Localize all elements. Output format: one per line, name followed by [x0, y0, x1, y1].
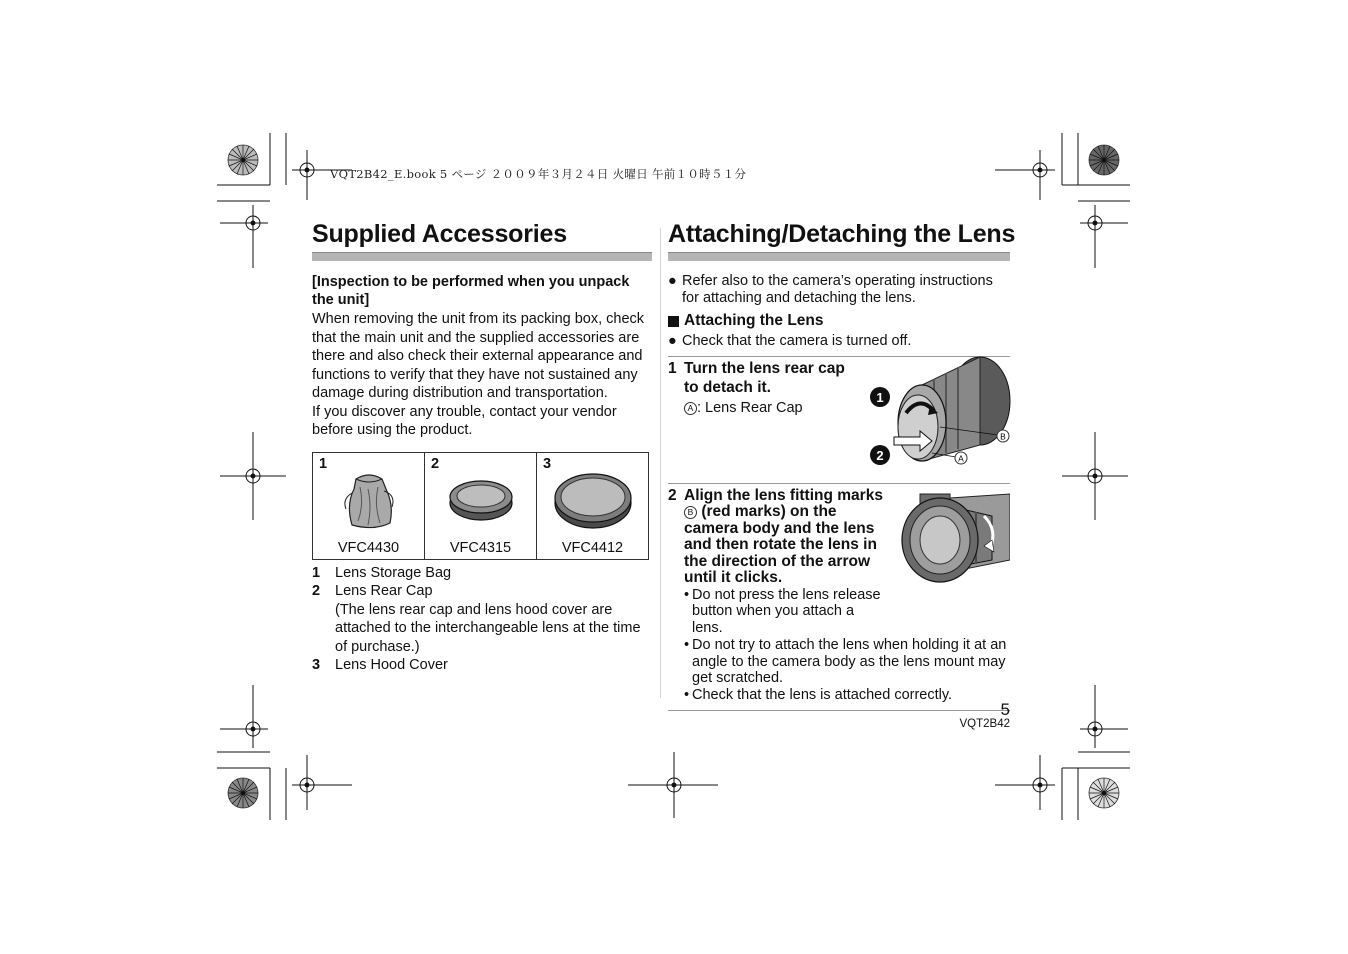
accessory-number: 2 [431, 455, 440, 472]
accessory-number: 3 [543, 455, 552, 472]
model-code: VQT2B42 [959, 718, 1010, 730]
intro-paragraph: When removing the unit from its packing box, check that the main unit and the supplied accessories are there and also check their external appearance and functions to verify that they have not sustained any damage during distribution and transportation. [312, 311, 645, 401]
attaching-lens-section [668, 220, 1016, 711]
accessory-code: VFC4412 [561, 539, 624, 556]
accessories-table [312, 452, 649, 560]
list-item: 2 Lens Rear Cap [312, 583, 433, 599]
attach-lens-figure [900, 490, 1010, 585]
refer-bullet: ● Refer also to the camera’s operating instructions for attaching and detaching the lens. [668, 273, 993, 306]
bullet-icon: ● [668, 333, 677, 349]
print-header: VQT2B42_E.book 5 ページ ２００９年３月２４日 火曜日 午前１０時５１分 [330, 167, 747, 181]
step-1: 1 Turn the lens rear cap to detach it. A : Lens Rear Cap 1 2 B A [668, 361, 1010, 483]
svg-text:A: A [958, 453, 964, 463]
accessory-cell [425, 452, 537, 559]
bullet-icon: ● [668, 273, 677, 289]
svg-text:2: 2 [876, 447, 884, 463]
svg-text:1: 1 [876, 389, 884, 405]
list-item: 3 Lens Hood Cover [312, 657, 448, 673]
rule [668, 483, 1010, 484]
note-item: • Check that the lens is attached correctly. [684, 687, 953, 704]
supplied-accessories-section [312, 220, 652, 675]
note-item: • Do not press the lens release button when you attach a lens. [684, 586, 881, 637]
square-bullet-icon [668, 316, 679, 327]
list-item: 1 Lens Storage Bag [312, 564, 452, 581]
column-divider [660, 228, 661, 698]
rule [668, 710, 1010, 711]
title-rule [312, 252, 652, 261]
accessory-number: 1 [319, 455, 328, 472]
check-bullet: ● Check that the camera is turned off. [668, 333, 912, 349]
step-2: 2 Align the lens fitting marks B (red marks) on the camera body and the lens and then rotate the lens in the direction of the arrow until it clicks. • Do not press the lens release button when you attach a lens. • Do not try to attach the lens when holding it at an angle to the camera body as the lens mount may get scratched. • Check that the lens is attached correctly. [668, 488, 1010, 705]
note-item: • Do not try to attach the lens when holding it at an angle to the camera body as the lens mount may get scratched. [684, 636, 1007, 687]
detach-rear-cap-figure [870, 355, 1012, 475]
title-rule [668, 252, 1010, 261]
accessory-cell [313, 452, 425, 559]
accessory-cell [537, 452, 649, 559]
section-title-attaching-lens: Attaching/Detaching the Lens [668, 220, 1016, 248]
lens-hood-cover-image [552, 469, 634, 531]
lens-rear-cap-legend: A : Lens Rear Cap [668, 400, 1010, 416]
accessories-list [312, 564, 652, 675]
subheading: Attaching the Lens [668, 312, 1010, 330]
inspection-heading: [Inspection to be performed when you unpack the unit] [312, 274, 630, 308]
list-note: (The lens rear cap and lens hood cover are attached to the interchangeable lens at the time of purchase.) [335, 601, 641, 655]
accessory-code: VFC4315 [449, 539, 512, 556]
section-title-supplied-accessories: Supplied Accessories [312, 220, 567, 248]
lens-storage-bag-image [334, 465, 404, 535]
accessory-code: VFC4430 [337, 539, 400, 556]
trouble-paragraph: If you discover any trouble, contact your vendor before using the product. [312, 403, 617, 438]
svg-text:B: B [1000, 431, 1006, 441]
page-number: 5 [1000, 700, 1010, 719]
lens-rear-cap-image [446, 475, 516, 525]
